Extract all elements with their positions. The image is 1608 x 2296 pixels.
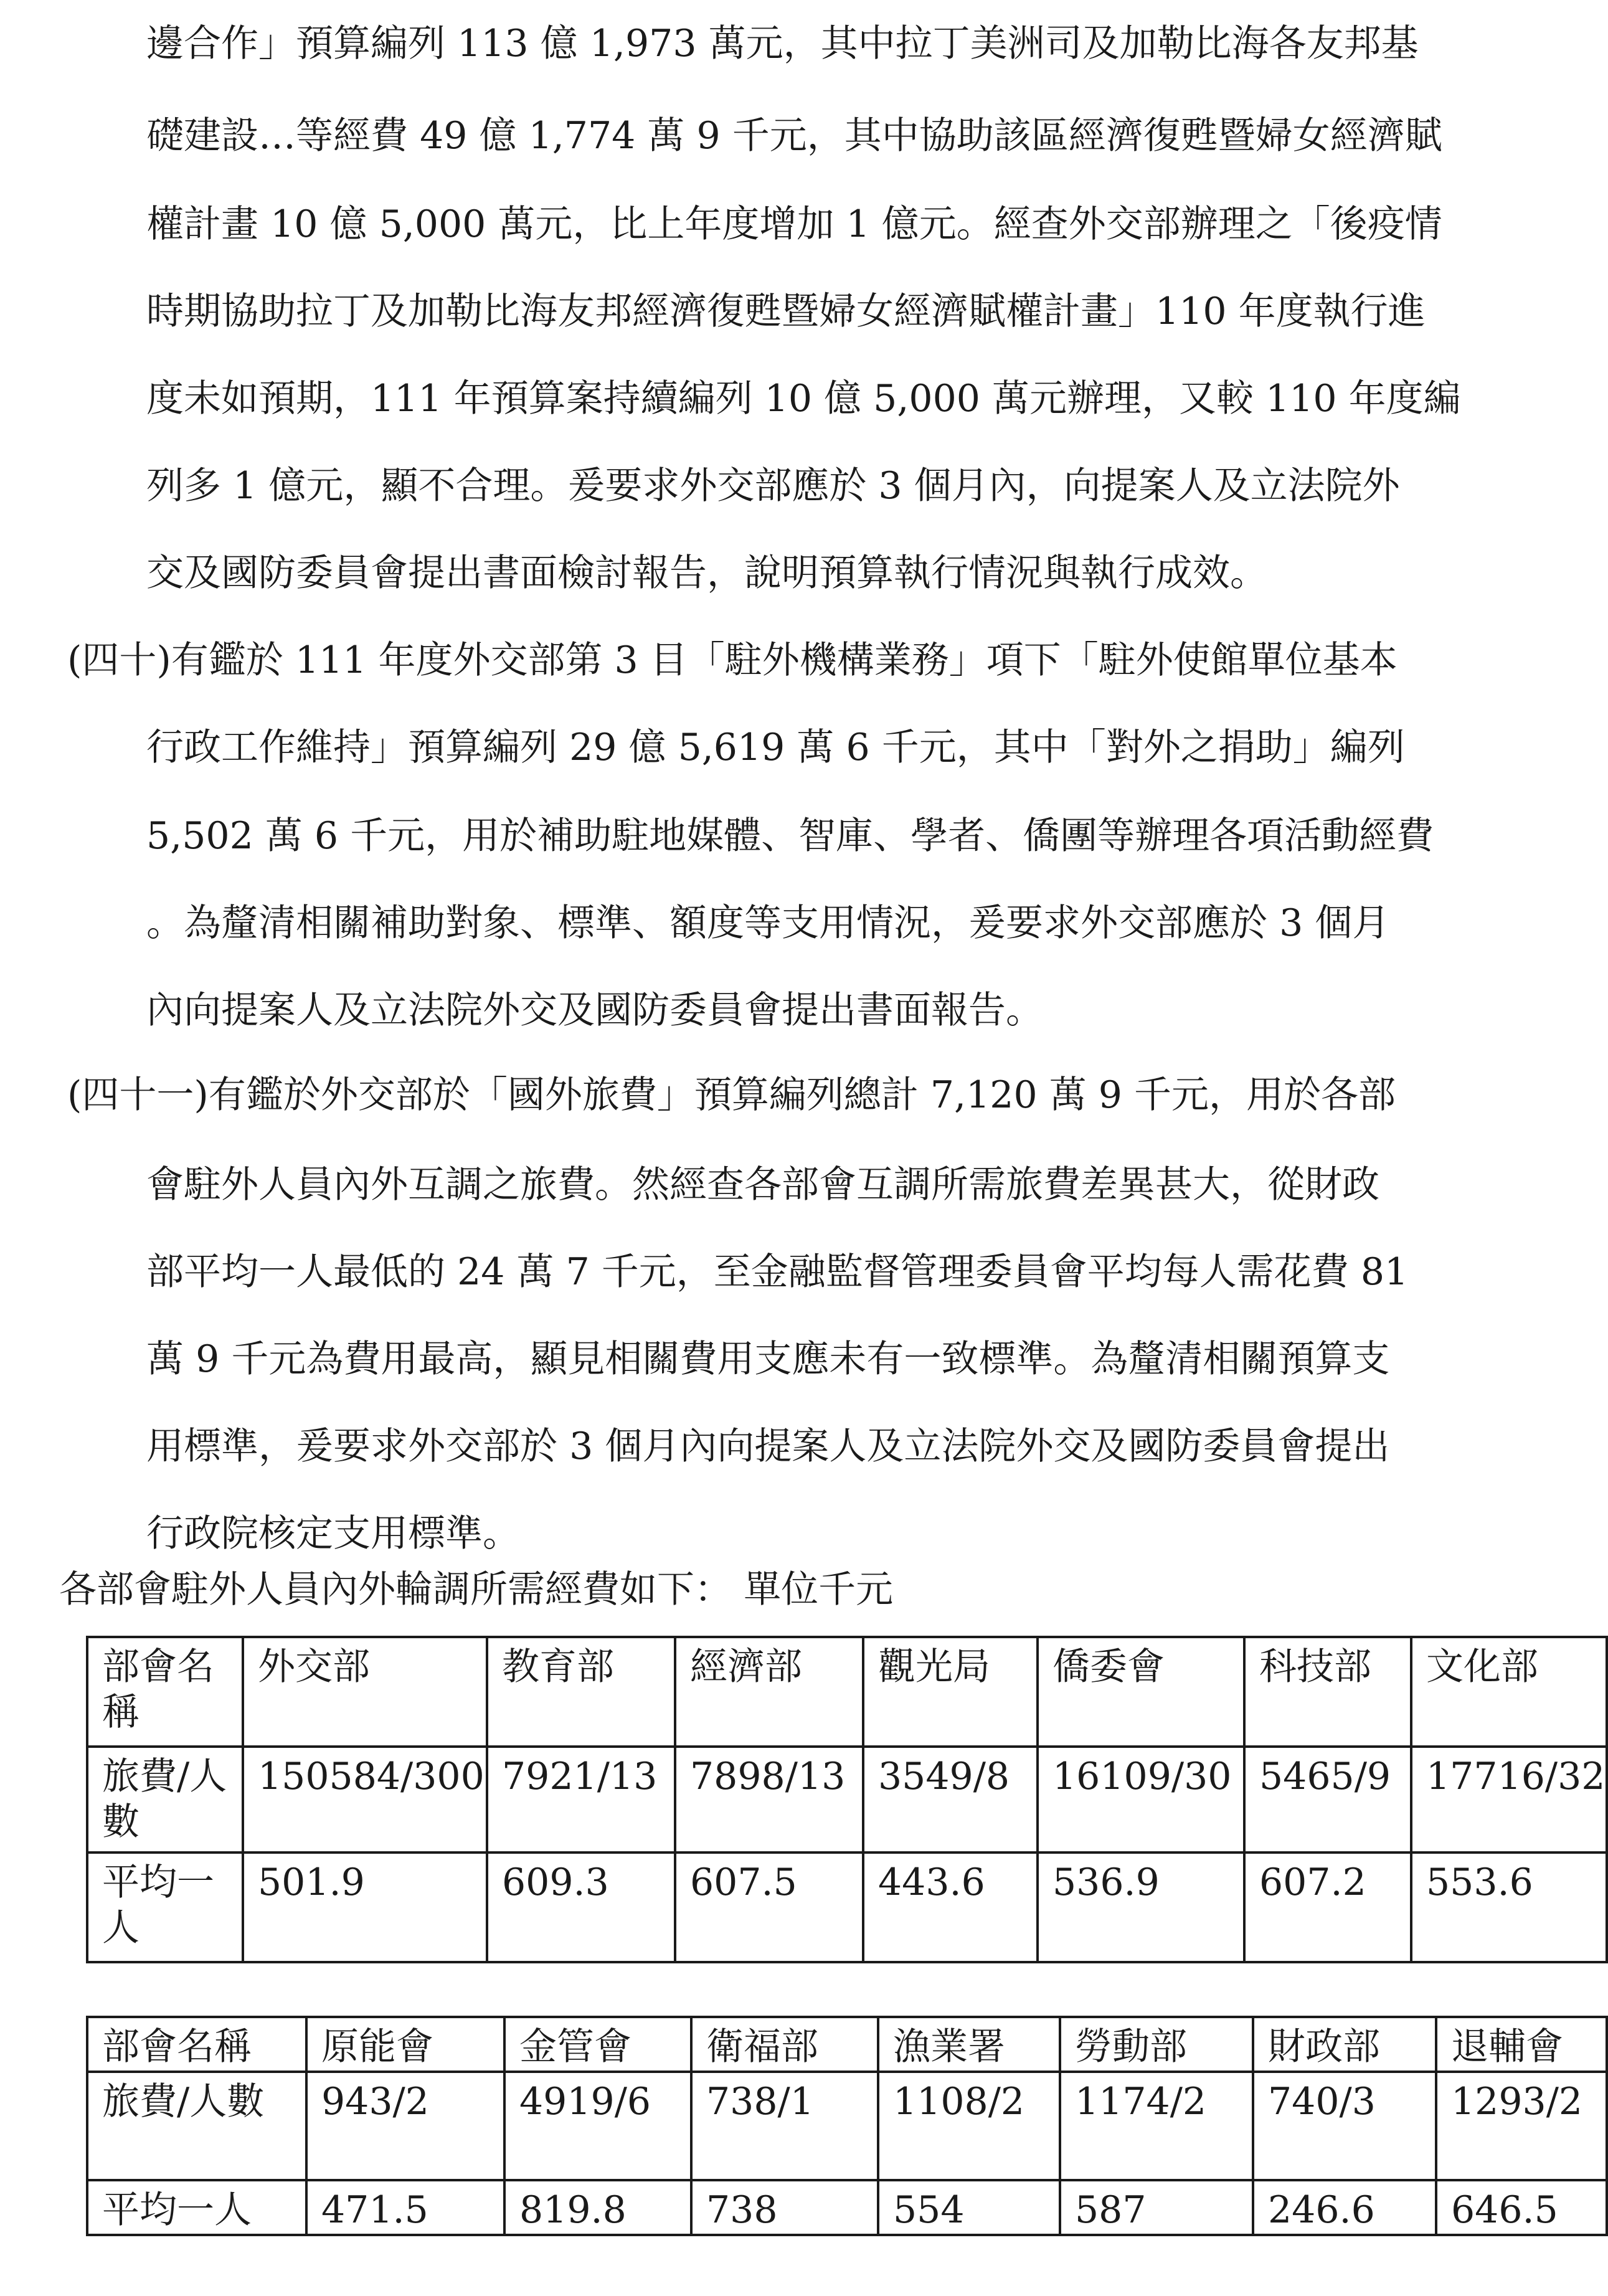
paragraph-39-line: 礎建設…等經費 49 億 1,774 萬 9 千元，其中協助該區經濟復甦暨婦女經濟賦 [146,114,1442,158]
table-cell: 17716/32 [1411,1747,1607,1852]
header-cell: 部會名稱 [87,2017,306,2072]
header-cell: 退輔會 [1436,2017,1607,2072]
paragraph-41-line: 部平均一人最低的 24 萬 7 千元，至金融監督管理委員會平均每人需花費 81 [146,1250,1409,1294]
table-caption: 各部會駐外人員內外輪調所需經費如下： 單位千元 [59,1568,894,1611]
paragraph-39-line: 權計畫 10 億 5,000 萬元，比上年度增加 1 億元。經查外交部辦理之「後疫情 [146,202,1442,246]
travel-cost-table-1 [86,1636,1608,1963]
table-cell: 16109/30 [1038,1747,1244,1852]
table-cell: 471.5 [306,2180,504,2235]
paragraph-39-line: 度未如預期，111 年預算案持續編列 10 億 5,000 萬元辦理，又較 110 年度編 [146,377,1461,420]
table-cell: 1108/2 [878,2072,1060,2180]
paragraph-40-line: (四十)有鑑於 111 年度外交部第 3 目「駐外機構業務」項下「駐外使館單位基本 [67,638,1398,682]
paragraph-40-line: 5,502 萬 6 千元，用於補助駐地媒體、智庫、學者、僑團等辦理各項活動經費 [146,814,1434,858]
table-cell: 943/2 [306,2072,504,2180]
table-cell: 819.8 [504,2180,691,2235]
table-cell: 740/3 [1253,2072,1436,2180]
table-cell: 738/1 [691,2072,878,2180]
paragraph-39-line: 邊合作」預算編列 113 億 1,973 萬元，其中拉丁美洲司及加勒比海各友邦基 [146,22,1419,65]
table-cell: 5465/9 [1244,1747,1411,1852]
header-cell: 漁業署 [878,2017,1060,2072]
paragraph-40-line: 內向提案人及立法院外交及國防委員會提出書面報告。 [146,989,1043,1032]
paragraph-41-line: (四十一)有鑑於外交部於「國外旅費」預算編列總計 7,120 萬 9 千元，用於各部 [67,1073,1396,1117]
header-cell: 經濟部 [675,1637,863,1747]
table-cell: 536.9 [1038,1852,1244,1962]
table-row [87,2017,1607,2072]
table-cell: 554 [878,2180,1060,2235]
table-row [87,2072,1607,2180]
table-cell: 7921/13 [487,1747,675,1852]
header-cell: 文化部 [1411,1637,1607,1747]
table-cell: 3549/8 [863,1747,1038,1852]
table-cell: 553.6 [1411,1852,1607,1962]
paragraph-40-line: 。為釐清相關補助對象、標準、額度等支用情況，爰要求外交部應於 3 個月 [146,901,1390,945]
table-cell: 7898/13 [675,1747,863,1852]
row-label-cell: 平均一人 [87,1852,243,1962]
header-cell: 觀光局 [863,1637,1038,1747]
table-cell: 443.6 [863,1852,1038,1962]
table-cell: 738 [691,2180,878,2235]
paragraph-41-line: 萬 9 千元為費用最高，顯見相關費用支應未有一致標準。為釐清相關預算支 [146,1337,1390,1381]
header-cell: 科技部 [1244,1637,1411,1747]
table-cell: 1293/2 [1436,2072,1607,2180]
table-cell: 1174/2 [1060,2072,1253,2180]
table-cell: 607.5 [675,1852,863,1962]
paragraph-41-line: 會駐外人員內外互調之旅費。然經查各部會互調所需旅費差異甚大，從財政 [146,1163,1379,1207]
table-cell: 646.5 [1436,2180,1607,2235]
paragraph-39-line: 交及國防委員會提出書面檢討報告，說明預算執行情況與執行成效。 [146,551,1267,595]
table-cell: 246.6 [1253,2180,1436,2235]
travel-cost-table-2 [86,2016,1608,2236]
paragraph-39-line: 時期協助拉丁及加勒比海友邦經濟復甦暨婦女經濟賦權計畫」110 年度執行進 [146,290,1426,333]
row-label-cell: 旅費/人數 [87,1747,243,1852]
paragraph-41-line: 用標準，爰要求外交部於 3 個月內向提案人及立法院外交及國防委員會提出 [146,1425,1390,1468]
table-cell: 501.9 [243,1852,487,1962]
table-row [87,2180,1607,2235]
header-cell: 勞動部 [1060,2017,1253,2072]
header-cell: 外交部 [243,1637,487,1747]
table-row [87,1852,1607,1962]
row-label-cell: 平均一人 [87,2180,306,2235]
table-cell: 150584/300 [243,1747,487,1852]
table-cell: 587 [1060,2180,1253,2235]
table-cell: 607.2 [1244,1852,1411,1962]
header-cell: 部會名稱 [87,1637,243,1747]
table-cell: 609.3 [487,1852,675,1962]
table-cell: 4919/6 [504,2072,691,2180]
row-label-cell: 旅費/人數 [87,2072,306,2180]
paragraph-40-line: 行政工作維持」預算編列 29 億 5,619 萬 6 千元，其中「對外之捐助」編列 [146,726,1405,769]
header-cell: 僑委會 [1038,1637,1244,1747]
header-cell: 原能會 [306,2017,504,2072]
header-cell: 教育部 [487,1637,675,1747]
header-cell: 衛福部 [691,2017,878,2072]
paragraph-39-line: 列多 1 億元，顯不合理。爰要求外交部應於 3 個月內，向提案人及立法院外 [146,464,1400,508]
table-row [87,1747,1607,1852]
header-cell: 財政部 [1253,2017,1436,2072]
paragraph-41-line: 行政院核定支用標準。 [146,1512,520,1555]
header-cell: 金管會 [504,2017,691,2072]
table-row [87,1637,1607,1747]
